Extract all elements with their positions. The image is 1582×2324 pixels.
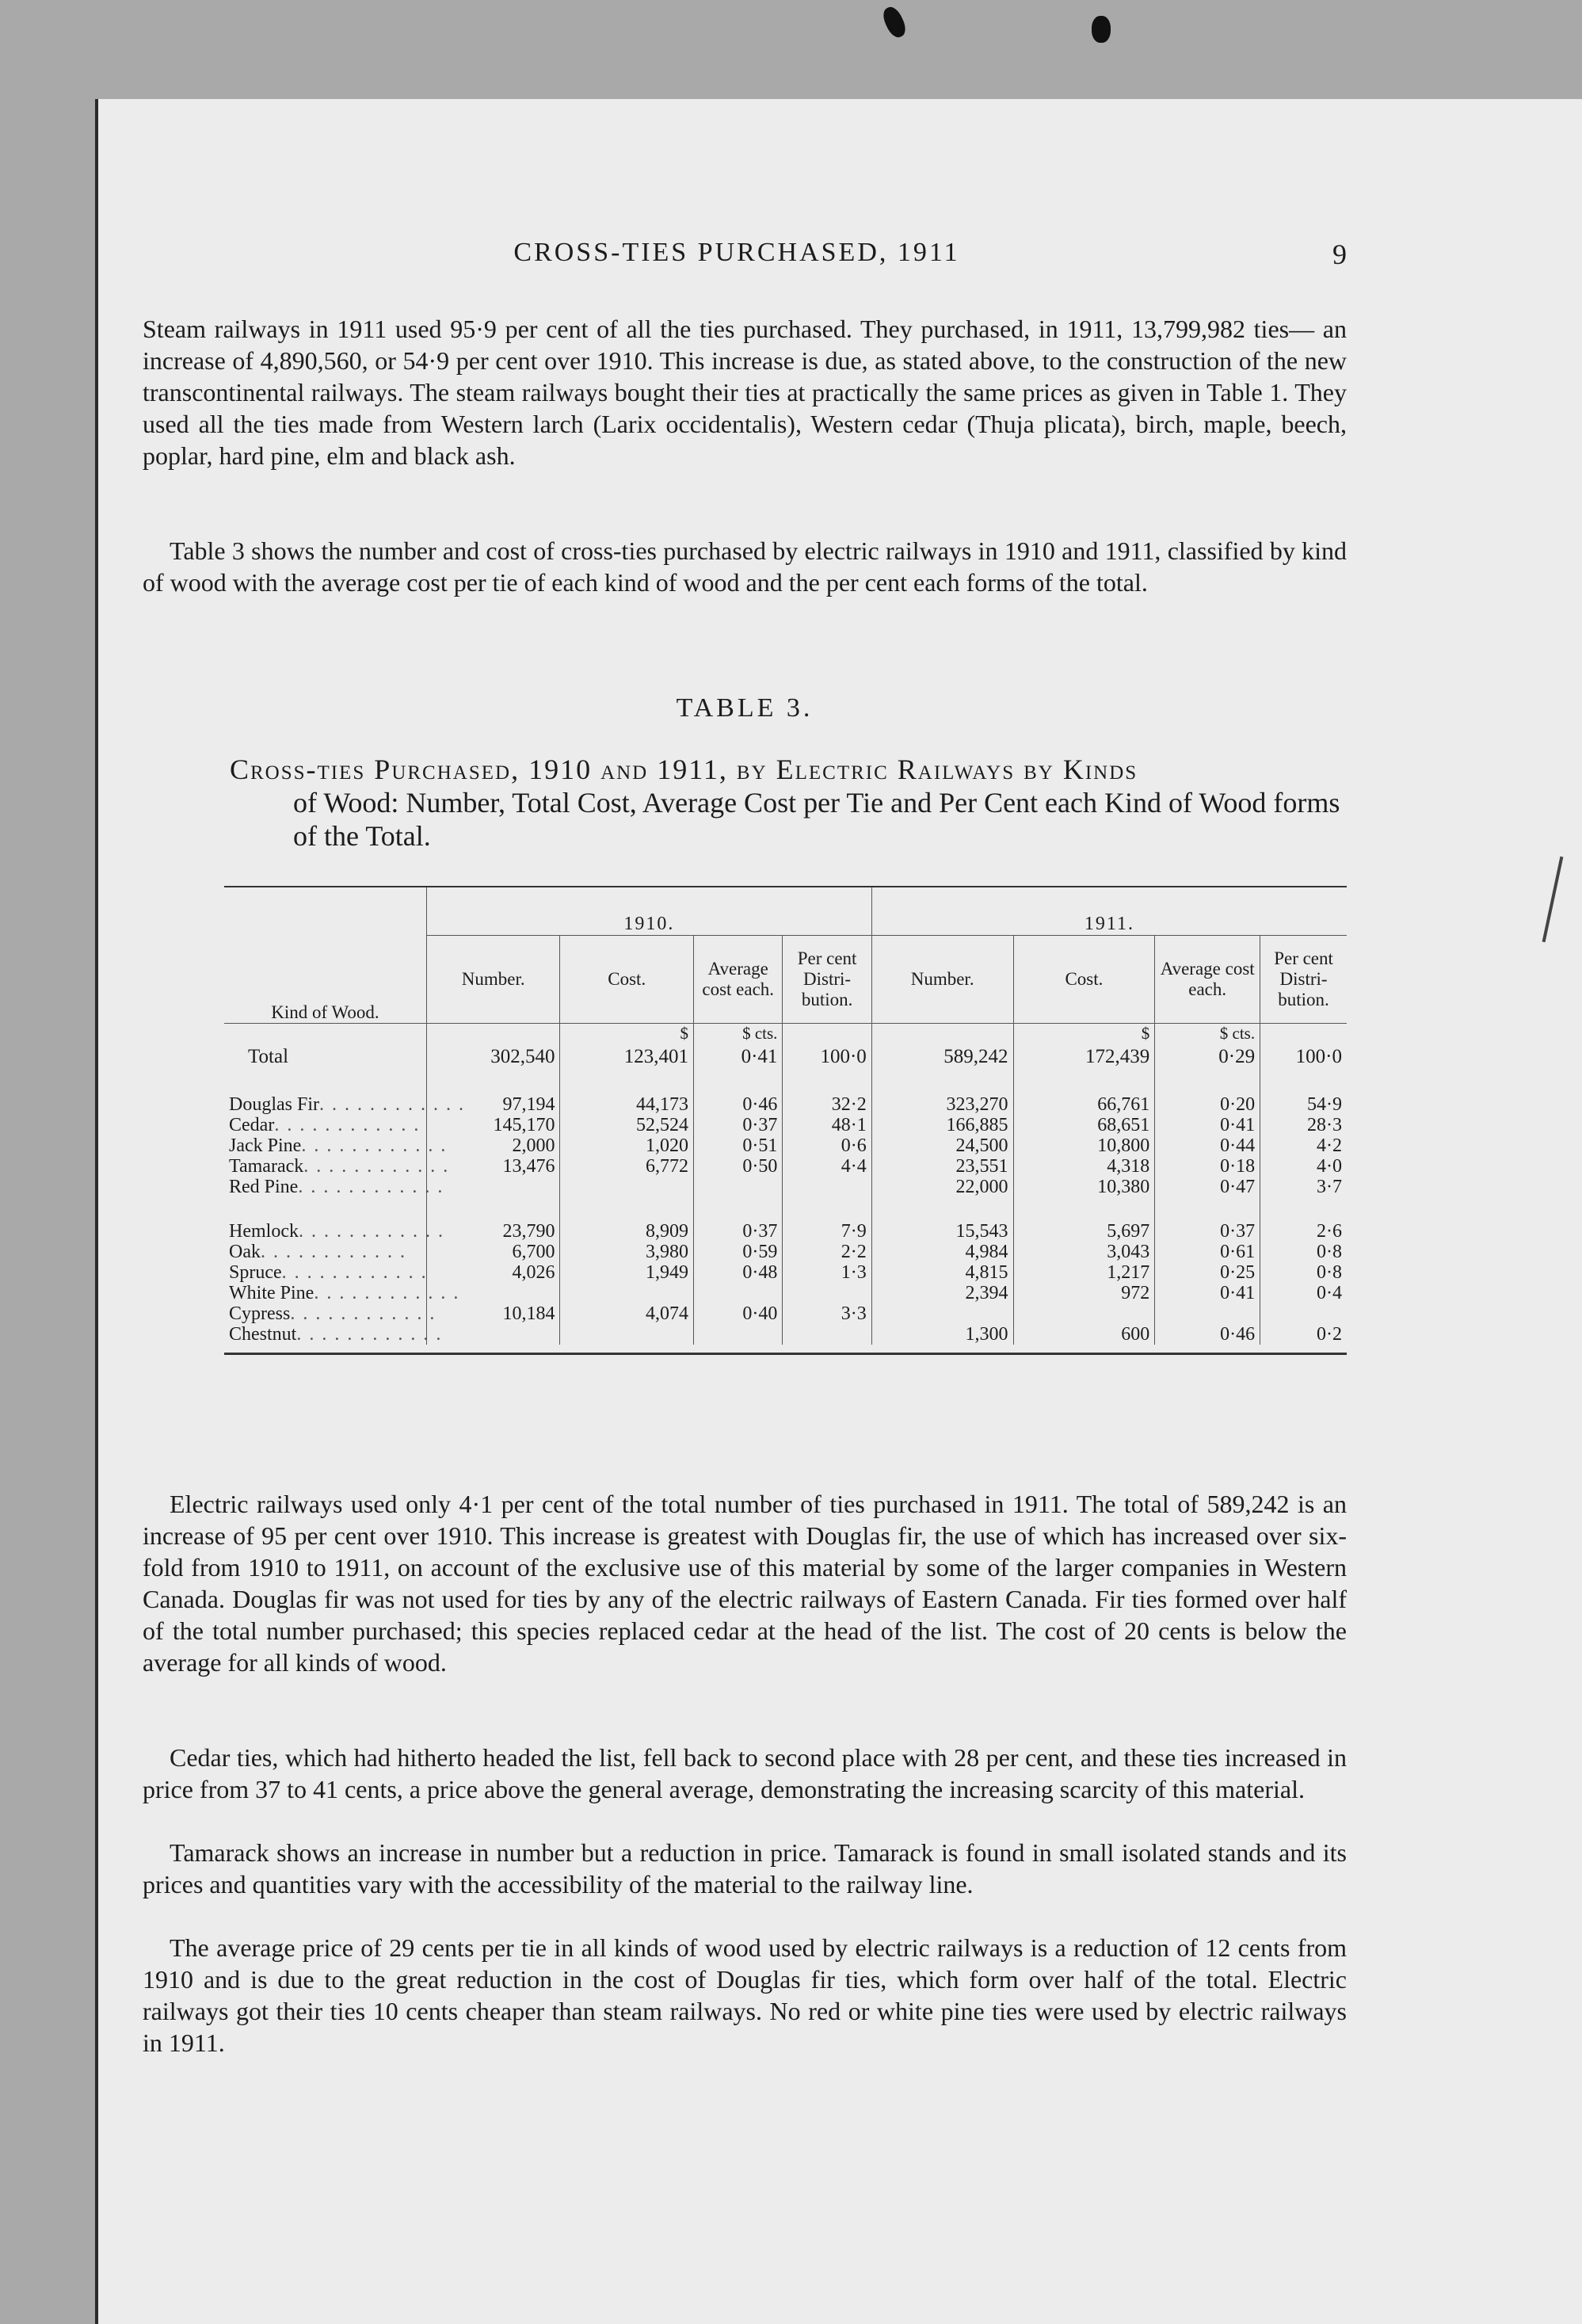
leader-dots: . . . . . . . . . . . . xyxy=(298,1221,444,1242)
row-label xyxy=(224,1156,450,1177)
cell-value: 0·41 xyxy=(1155,1115,1260,1135)
cell-value: 172,439 xyxy=(1013,1044,1155,1070)
cell-value: 145,170 xyxy=(426,1115,560,1135)
cell-value xyxy=(1013,1303,1155,1324)
cell-value: 3,980 xyxy=(560,1242,694,1262)
scan-mark xyxy=(1092,16,1111,43)
row-label xyxy=(224,1324,443,1345)
col-pct-1910: Per cent Distri- bution. xyxy=(783,936,871,1024)
cell-value xyxy=(783,1177,871,1197)
cell-value: 24,500 xyxy=(871,1135,1013,1156)
row-label xyxy=(224,1135,448,1156)
cell-value: 0·50 xyxy=(694,1156,783,1177)
unit-dollar: $ xyxy=(560,1024,694,1044)
cell-value: 4·0 xyxy=(1260,1156,1347,1177)
paragraph-average-price: The average price of 29 cents per tie in all kinds of wood used by electric railways is a reduction of 12 cents from 1910 and is due to the great reduction in the cost of Douglas fir ties, which form over half of the total. Electric railways got their ties 10 cents cheaper than steam railways. No red or white pine ties were used by electric railways in 1911. xyxy=(143,1933,1347,2057)
paragraph-steam-railways: Steam railways in 1911 used 95·9 per cent of all the ties purchased. They purchased, in 1911, 13,799,982 ties— an increase of 4,890,560, or 54·9 per cent over 1910. This increase is due, as stated above, to the construction of the new transcontinental railways. The steam railways bought their ties at practically the same prices as given in Table 1. They used all the ties made from Western larch (Larix occidentalis), Western cedar (Thuja plicata), birch, maple, beech, poplar, hard pine, elm and black ash. xyxy=(143,315,1347,470)
table-number: TABLE 3. xyxy=(676,693,814,723)
row-label xyxy=(224,1242,426,1262)
col-number-1911: Number. xyxy=(871,936,1013,1024)
table-row xyxy=(224,1135,1347,1156)
leader-dots: . . . . . . . . . . . . xyxy=(290,1303,436,1324)
row-label-text: Oak xyxy=(229,1242,261,1262)
row-label-text: Chestnut xyxy=(229,1324,297,1345)
cell-value: 0·40 xyxy=(694,1303,783,1324)
cell-value: 10,800 xyxy=(1013,1135,1155,1156)
col-pct-1911: Per cent Distri- bution. xyxy=(1260,936,1347,1024)
paragraph-table-intro: Table 3 shows the number and cost of cross-ties purchased by electric railways in 1910 and 1911, classified by kind of wood with the average cost per tie of each kind of wood and the per cent each forms of the total. xyxy=(143,536,1347,597)
row-label-text: Tamarack xyxy=(229,1156,304,1177)
leader-dots: . . . . . . . . . . . . xyxy=(298,1177,444,1197)
cell-value xyxy=(694,1177,783,1197)
cell-value: 66,761 xyxy=(1013,1094,1155,1115)
cell-value: 0·61 xyxy=(1155,1242,1260,1262)
unit-dollar-cents: $ cts. xyxy=(694,1024,783,1044)
table-row xyxy=(224,1303,1347,1324)
cross-ties-table xyxy=(224,886,1347,1355)
row-label xyxy=(224,1262,426,1283)
cell-value: 10,184 xyxy=(426,1303,560,1324)
paragraph-cedar-ties: Cedar ties, which had hitherto headed the list, fell back to second place with 28 per cent, and these ties increased in price from 37 to 41 cents, a price above the general average, demonstrating the increasing scarcity of this material. xyxy=(143,1743,1347,1803)
cell-value xyxy=(694,1324,783,1345)
cell-value: 13,476 xyxy=(426,1156,560,1177)
row-label-text: Cypress xyxy=(229,1303,291,1324)
cell-value xyxy=(1155,1303,1260,1324)
cell-value: 1,949 xyxy=(560,1262,694,1283)
cell-value: 123,401 xyxy=(560,1044,694,1070)
cell-value: 4,984 xyxy=(871,1242,1013,1262)
cell-value: 32·2 xyxy=(783,1094,871,1115)
kind-of-wood-header: Kind of Wood. xyxy=(224,887,426,1024)
cell-value: 2,394 xyxy=(871,1283,1013,1303)
col-avg-1911: Average cost each. xyxy=(1155,936,1260,1024)
row-label-text: White Pine xyxy=(229,1283,314,1303)
cell-value: 0·29 xyxy=(1155,1044,1260,1070)
row-label xyxy=(224,1177,444,1197)
cell-value: 6,772 xyxy=(560,1156,694,1177)
cell-value: 1,217 xyxy=(1013,1262,1155,1283)
unit-dollar: $ xyxy=(1013,1024,1155,1044)
table-row xyxy=(224,1324,1347,1345)
cell-value: 100·0 xyxy=(783,1044,871,1070)
cell-value: 97,194 xyxy=(426,1094,560,1115)
cell-value xyxy=(560,1324,694,1345)
cell-value: 10,380 xyxy=(1013,1177,1155,1197)
cell-value: 0·6 xyxy=(783,1135,871,1156)
cell-value: 972 xyxy=(1013,1283,1155,1303)
col-avg-1910: Average cost each. xyxy=(694,936,783,1024)
cell-value: 3·7 xyxy=(1260,1177,1347,1197)
table-row xyxy=(224,1177,1347,1197)
table-caption xyxy=(230,753,1347,853)
cell-value: 0·37 xyxy=(694,1221,783,1242)
cell-value: 3,043 xyxy=(1013,1242,1155,1262)
paragraph-electric-railways: Electric railways used only 4·1 per cent of the total number of ties purchased in 1911. The total of 589,242 is an increase of 95 per cent over 1910. This increase is greatest with Douglas fir, the use of which has increased over six-fold from 1910 to 1911, on account of the exclusive use of this material by some of the larger companies in Western Canada. Douglas fir was not used for ties by any of the electric railways of Eastern Canada. Fir ties formed over half of the total number purchased; this species replaced cedar at the head of the list. The cost of 20 cents is below the average for all kinds of wood. xyxy=(143,1490,1347,1677)
table-row xyxy=(224,1242,1347,1262)
running-header xyxy=(127,238,1347,277)
cell-value: 0·41 xyxy=(1155,1283,1260,1303)
cell-value: 0·41 xyxy=(694,1044,783,1070)
cell-value: 589,242 xyxy=(871,1044,1013,1070)
leader-dots: . . . . . . . . . . . . xyxy=(260,1242,406,1262)
cell-value: 1,020 xyxy=(560,1135,694,1156)
cell-value: 4,026 xyxy=(426,1262,560,1283)
cell-value: 0·8 xyxy=(1260,1242,1347,1262)
leader-dots: . . . . . . . . . . . . xyxy=(303,1156,450,1177)
cell-value xyxy=(426,1177,560,1197)
cell-value: 0·51 xyxy=(694,1135,783,1156)
cell-value: 48·1 xyxy=(783,1115,871,1135)
cell-value: 166,885 xyxy=(871,1115,1013,1135)
row-label xyxy=(224,1221,444,1242)
cell-value: 0·4 xyxy=(1260,1283,1347,1303)
cell-value: 100·0 xyxy=(1260,1044,1347,1070)
cell-value: 302,540 xyxy=(426,1044,560,1070)
cell-value: 5,697 xyxy=(1013,1221,1155,1242)
row-label-text: Jack Pine xyxy=(229,1135,302,1156)
leader-dots: . . . . . . . . . . . . xyxy=(274,1115,421,1135)
cell-value: 0·47 xyxy=(1155,1177,1260,1197)
page-number: 9 xyxy=(1332,239,1347,270)
cell-value xyxy=(426,1324,560,1345)
table-row-total xyxy=(224,1044,1347,1070)
leader-dots: . . . . . . . . . . . . xyxy=(301,1135,448,1156)
cell-value: 0·48 xyxy=(694,1262,783,1283)
cell-value: 323,270 xyxy=(871,1094,1013,1115)
cell-value: 4,318 xyxy=(1013,1156,1155,1177)
cell-value: 0·25 xyxy=(1155,1262,1260,1283)
leader-dots: . . . . . . . . . . . . xyxy=(319,1094,465,1115)
cell-value xyxy=(560,1283,694,1303)
col-cost-1911: Cost. xyxy=(1013,936,1155,1024)
year-header-1911: 1911. xyxy=(871,887,1347,936)
leader-dots: . . . . . . . . . . . . xyxy=(314,1283,460,1303)
row-label xyxy=(224,1115,426,1135)
cell-value xyxy=(694,1283,783,1303)
cell-value: 0·44 xyxy=(1155,1135,1260,1156)
cell-value: 2·6 xyxy=(1260,1221,1347,1242)
col-number-1910: Number. xyxy=(426,936,560,1024)
table-row xyxy=(224,1115,1347,1135)
cell-value: 6,700 xyxy=(426,1242,560,1262)
scan-mark xyxy=(880,4,909,40)
cell-value: 54·9 xyxy=(1260,1094,1347,1115)
cell-value xyxy=(783,1324,871,1345)
cell-value xyxy=(1260,1303,1347,1324)
row-label-text: Douglas Fir xyxy=(229,1094,319,1115)
cell-value: 0·37 xyxy=(1155,1221,1260,1242)
cell-value xyxy=(783,1283,871,1303)
cell-value: 8,909 xyxy=(560,1221,694,1242)
cell-value: 4,074 xyxy=(560,1303,694,1324)
cell-value: 2·2 xyxy=(783,1242,871,1262)
cell-value: 0·20 xyxy=(1155,1094,1260,1115)
cell-value: 3·3 xyxy=(783,1303,871,1324)
cell-value: 4,815 xyxy=(871,1262,1013,1283)
row-label-text: Red Pine xyxy=(229,1177,299,1197)
paragraph-tamarack: Tamarack shows an increase in number but a reduction in price. Tamarack is found in small isolated stands and its prices and quantities vary with the accessibility of the material to the railway line. xyxy=(143,1838,1347,1899)
cell-value: 600 xyxy=(1013,1324,1155,1345)
cell-value: 15,543 xyxy=(871,1221,1013,1242)
cell-value xyxy=(871,1303,1013,1324)
cell-value: 22,000 xyxy=(871,1177,1013,1197)
cell-value: 0·2 xyxy=(1260,1324,1347,1345)
running-title: CROSS-TIES PURCHASED, 1911 xyxy=(513,238,960,267)
cell-value: 0·59 xyxy=(694,1242,783,1262)
table-row xyxy=(224,1283,1347,1303)
cell-value: 0·46 xyxy=(1155,1324,1260,1345)
cell-value: 28·3 xyxy=(1260,1115,1347,1135)
leader-dots: . . . . . . . . . . . . xyxy=(296,1324,443,1345)
row-label-text: Cedar xyxy=(229,1115,275,1135)
cell-value: 44,173 xyxy=(560,1094,694,1115)
table-row xyxy=(224,1156,1347,1177)
table-group-2 xyxy=(224,1221,1347,1345)
table-group-1 xyxy=(224,1094,1347,1197)
cell-value: 7·9 xyxy=(783,1221,871,1242)
cell-value: 0·8 xyxy=(1260,1262,1347,1283)
cell-value: 52,524 xyxy=(560,1115,694,1135)
cell-value xyxy=(560,1177,694,1197)
year-header-1910: 1910. xyxy=(426,887,871,936)
table-row xyxy=(224,1094,1347,1115)
row-label xyxy=(224,1094,465,1115)
row-label xyxy=(224,1283,460,1303)
caption-lead: Cross-ties Purchased, 1910 and 1911, by Electric Railways by Kinds xyxy=(230,754,1138,785)
unit-dollar-cents: $ cts. xyxy=(1155,1024,1260,1044)
cell-value: 2,000 xyxy=(426,1135,560,1156)
table-row xyxy=(224,1221,1347,1242)
cell-value: 1·3 xyxy=(783,1262,871,1283)
cell-value: 0·46 xyxy=(694,1094,783,1115)
cell-value: 23,551 xyxy=(871,1156,1013,1177)
row-label xyxy=(224,1303,436,1324)
cell-value: 1,300 xyxy=(871,1324,1013,1345)
row-label-text: Spruce xyxy=(229,1262,282,1283)
table-row xyxy=(224,1262,1347,1283)
cell-value: 23,790 xyxy=(426,1221,560,1242)
cell-value: 4·4 xyxy=(783,1156,871,1177)
row-label: Total xyxy=(248,1046,289,1067)
cell-value: 68,651 xyxy=(1013,1115,1155,1135)
col-cost-1910: Cost. xyxy=(560,936,694,1024)
cell-value: 0·18 xyxy=(1155,1156,1260,1177)
row-label-text: Hemlock xyxy=(229,1221,299,1242)
cell-value: 0·37 xyxy=(694,1115,783,1135)
caption-rest: of Wood: Number, Total Cost, Average Cost per Tie and Per Cent each Kind of Wood forms of the Total. xyxy=(293,787,1340,852)
cell-value: 4·2 xyxy=(1260,1135,1347,1156)
leader-dots: . . . . . . . . . . . . xyxy=(281,1262,428,1283)
